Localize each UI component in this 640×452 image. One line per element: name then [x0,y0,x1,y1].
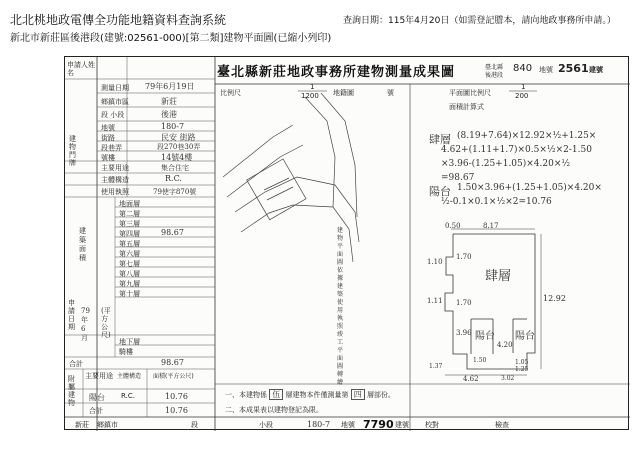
dim-left-b: 1.70 [456,253,472,261]
floor-label: 第六層 [119,250,140,258]
note-1-prefix: 一、本建物係 [225,391,267,399]
dim-inner-d: 1.50 [473,357,487,364]
sheet-building-no: 2561 [558,62,589,75]
accessory-area-label: 面積(平方公尺) [153,373,194,380]
dim-bottom-c: 3.02 [501,375,515,382]
survey-date-label: 測量日期 [101,84,129,92]
note-1 [225,389,395,400]
bottom-checker-label: 校對 [425,421,439,429]
dim-left-a: 1.10 [427,258,443,266]
dim-top: 8.17 [483,222,499,230]
area-side-label: 建築面積 [79,227,86,262]
unit-label: (平方公尺) [101,307,111,339]
sheet-side-label-1: 臺北縣 [485,64,504,71]
sheet-title: 臺北縣新莊地政事務所建物測量成果圖 [217,65,456,80]
dim-left-c: 1.11 [427,297,443,305]
bottom-subsection-label: 小段 [259,421,273,429]
dim-inner-a: 3.96 [456,329,472,337]
accessory-use: 陽台 [89,393,105,402]
map-sheet-label: 號 [387,89,394,97]
sheet-lines [65,57,630,431]
floor-label: 第三層 [119,220,140,228]
bottom-district-label: 鄉鎮市 [97,421,118,429]
bottom-building-label: 建號 [395,421,409,429]
dim-right: 12.92 [543,294,566,303]
calc-main-label: 肆層 [429,133,451,146]
floor-value: 98.67 [161,228,184,237]
row-value: R.C. [165,174,182,183]
building-no-suffix: 建號 [589,66,603,74]
basement-label: 地下層 [119,338,140,346]
note-1-suffix: 層部份。 [366,391,395,399]
dim-top-small: 0.50 [445,222,461,230]
apply-side-label: 申請日期 [68,299,75,331]
system-title: 北北桃地政電傳全功能地籍資料查詢系統 [10,13,227,27]
calc-main-line: (8.19+7.64)×12.92×½+1.25× [457,131,597,141]
plan-floor-label: 肆層 [485,269,512,284]
dim-inner-b: 4.20 [497,341,513,349]
building-survey-sheet [64,56,629,430]
note-1-floor: 四 [351,389,365,400]
row-label: 地號 [101,124,115,132]
note-1-floors: 伍 [269,389,283,400]
row-label: 主體構造 [101,176,129,184]
area-calc-label: 面積計算式 [449,103,484,111]
query-info: 查詢日期：115年4月20日（如需登記謄本，請向地政事務所申請。） [343,16,616,26]
dim-inner-c: 1.05 [515,359,529,366]
apply-year: 79年6月 [81,307,90,342]
calc-balcony-line: ½-0.1×0.1×½×2=10.76 [441,197,552,207]
row-value: 後港 [161,110,177,119]
accessory-struct: R.C. [121,392,135,400]
row-value: 新莊 [161,97,177,106]
dim-left-d: 1.70 [456,299,472,307]
bottom-lot-label: 地號 [341,421,355,429]
calc-balcony-line: 1.50×3.96+(1.25+1.05)×4.20× [457,183,602,193]
scale-left-label: 比例尺 [220,89,241,97]
calc-main-line: =98.67 [441,173,475,183]
row-label: 鄉鎮市區 [101,98,129,106]
applicant-label: 申請人姓名 [67,61,95,77]
scale-left-denominator: 1200 [301,92,319,100]
accessory-total: 10.76 [165,406,188,415]
total-label: 合計 [69,360,83,368]
document-subtitle: 新北市新莊區後港段(建號:02561-000)[第二類]建物平面圖(已縮小列印) [10,33,332,44]
row-label: 使用執照 [101,188,129,196]
location-map-label: 地籍圖 [333,89,354,97]
scale-right-label: 平面圖比例尺 [449,89,491,97]
dim-bottom: 4.62 [463,375,479,383]
calc-main-line: ×3.96-(1.25+1.05)×4.20×½ [441,159,571,169]
floor-label: 第七層 [119,260,140,268]
bottom-lot: 180-7 [307,420,331,429]
sheet-number: 840 [513,63,533,74]
accessory-struct-label: 主體構造 [117,373,142,380]
floor-label: 第九層 [119,280,140,288]
note-2: 二、本成果表以建物登記為限。 [225,406,323,414]
row-value: 180-7 [161,122,185,131]
row-label: 街路 [101,134,115,142]
note-1-mid: 層建物本件僅測量第 [285,391,349,399]
survey-date: 79年6月19日 [145,82,195,91]
row-label: 號樓 [101,154,115,162]
accessory-side-label: 附屬建物 [68,375,75,407]
plan-balcony-label: 陽台 [515,331,535,342]
accessory-use-label: 主要用途 [85,372,113,380]
row-label: 段 小段 [101,111,125,119]
plan-balcony-label: 陽台 [475,331,495,342]
floor-label: 第四層 [119,230,140,238]
accessory-total-label: 合計 [89,407,103,415]
floor-label: 第二層 [119,210,140,218]
floor-label: 地面層 [119,200,140,208]
calc-main-line: 4.62+(1.11+1.7)×0.5×½×2-1.50 [441,145,592,155]
bottom-district: 新莊 [75,421,89,429]
total-value: 98.67 [161,358,184,367]
sheet-side-label-2: 後港段 [485,72,504,79]
calc-balcony-label: 陽台 [429,185,451,198]
scale-right-numerator: 1 [521,83,526,91]
loft-label: 騎樓 [119,348,133,356]
floor-label: 第十層 [119,290,140,298]
side-note-vertical: 建物平面圖依據建築使用執照竣工平面圖轉繪 [337,227,344,386]
floor-label: 第五層 [119,240,140,248]
row-label: 段巷弄 [101,144,122,152]
building-address-side-label: 建物門牌 [69,135,76,167]
dim-inner-e: 1.37 [429,363,443,370]
bottom-inspector-label: 檢查 [495,421,509,429]
bottom-section-label: 段 [191,421,198,429]
bottom-building-no: 7790 [363,418,394,431]
scale-right-denominator: 200 [515,92,529,100]
row-label: 主要用途 [101,164,129,172]
floor-label: 第八層 [119,270,140,278]
accessory-area: 10.76 [165,392,188,401]
row-value: 14號4樓 [161,153,193,162]
row-value: 民安 街路 [161,133,196,142]
row-value: 段270巷30弄 [157,143,201,151]
row-value: 79使字870號 [153,188,197,196]
lot-label: 地號 [539,66,553,74]
row-value: 集合住宅 [161,164,189,172]
dim-bottom-b: 1.25 [515,366,529,373]
scale-left-numerator: 1 [310,83,315,91]
